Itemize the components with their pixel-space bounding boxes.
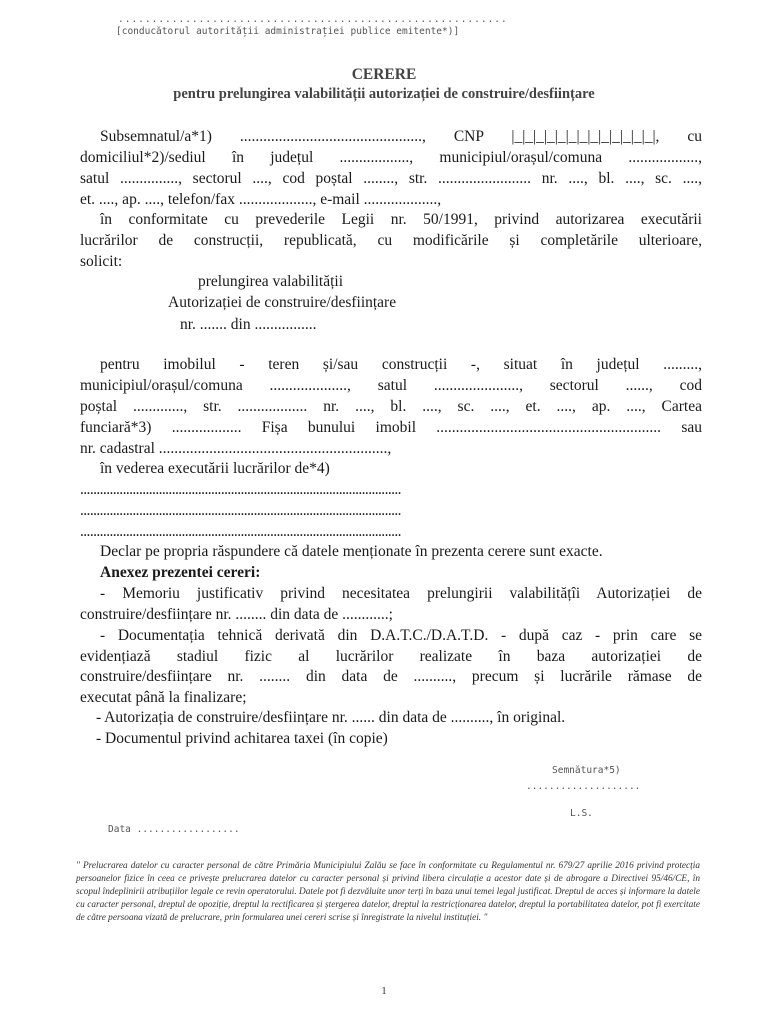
property-line-5: nr. cadastral ...........................................................,: [80, 440, 392, 457]
authority-note: [conducătorul autorității administrației publice emitente*)]: [116, 26, 460, 37]
gdpr-notice: " Prelucrarea datelor cu caracter personal de către Primăria Municipiului Zalău se face în conformitate cu Regulamentul nr. 679/27 aprilie 2016 privind protecția persoanelor fizice în ceea ce privește prelucrarea datelor cu caracter personal și privind libera circulație a acestor date și de abrogare a Directivei 95/46/CE, în scopul îndeplinirii atribuțiilor legale ce revin operatorului. Datele pot fi dezvăluite unor terți în baza unui temei legal justificat. Dreptul de acces și informare la datele cu caracter personal, dreptul de opoziție, dreptul la rectificarea și ștergerea datelor, dreptul la restricționarea datelor, dreptul la portabilitatea datelor, pot fi exercitate de către persoana vizată de prelucrare, prin formularea unei cereri scrise și înregistrate la nivelul instituției. ": [76, 861, 700, 923]
annexes-heading: Anexez prezentei cereri:: [100, 564, 261, 581]
request-line-2: Autorizației de construire/desființare: [168, 294, 397, 311]
applicant-line-3: satul ..............., sectorul ...., cod poștal ........, str. ........................ nr. ...., bl. ...., sc. ....,: [80, 170, 702, 187]
signature-label: Semnătura*5): [552, 765, 621, 776]
applicant-line-2: domiciliul*2)/sediul în județul .................., municipiul/orașul/comuna ..................,: [80, 149, 702, 166]
signature-dots: ....................: [526, 781, 641, 792]
document-subtitle: pentru prelungirea valabilității autorizației de construire/desființare: [173, 86, 595, 102]
document-title: CERERE: [351, 66, 417, 83]
authority-dots: ..........................................................: [118, 14, 508, 25]
annex-line-4: evidențiază stadiul fizic al lucrărilor realizate în baza autorizației de: [80, 648, 702, 665]
law-line-2: lucrărilor de construcții, republicată, cu modificările și completările ulterioare,: [80, 232, 702, 249]
declaration-text: Declar pe propria răspundere că datele menționate în prezenta cerere sunt exacte.: [100, 543, 603, 560]
annex-line-2: construire/desființare nr. ........ din data de ............;: [80, 606, 393, 623]
annex-line-8: - Documentul privind achitarea taxei (în copie): [96, 730, 388, 747]
law-line-1: în conformitate cu prevederile Legii nr. 50/1991, privind autorizarea executării: [100, 211, 702, 228]
annex-line-7: - Autorizația de construire/desființare nr. ...... din data de .........., în original.: [96, 709, 566, 726]
date-field: Data ..................: [108, 824, 240, 835]
property-line-4: funciară*3) .................. Fișa bunului imobil .......................................................... sau: [80, 419, 702, 436]
works-dots-2: ..................................................................................................: [80, 502, 401, 519]
applicant-line-4: et. ...., ap. ...., telefon/fax ..................., e-mail ...................,: [80, 191, 442, 208]
request-line-3: nr. ....... din ................: [180, 316, 317, 333]
works-dots-3: ..................................................................................................: [80, 523, 401, 540]
annex-line-1: - Memoriu justificativ privind necesitatea prelungirii valabilitățîi Autorizației de: [100, 585, 702, 602]
works-dots-1: ..................................................................................................: [80, 481, 401, 498]
annex-line-5: construire/desființare nr. ........ din data de .........., precum și lucrările rămase de: [80, 668, 702, 685]
request-line-1: prelungirea valabilității: [198, 273, 344, 290]
property-line-3: poștal ............., str. .................. nr. ...., bl. ...., sc. ...., et. ...., ap. ...., Cartea: [80, 398, 702, 415]
works-label: în vederea executării lucrărilor de*4): [100, 460, 330, 477]
solicit-label: solicit:: [80, 253, 123, 270]
annex-line-6: executat până la finalizare;: [80, 689, 247, 706]
page-number: 1: [381, 985, 387, 997]
seal-label: L.S.: [570, 808, 593, 819]
property-line-2: municipiul/orașul/comuna ...................., satul ......................, sectorul ......, cod: [80, 377, 702, 394]
property-line-1: pentru imobilul - teren și/sau construcții -, situat în județul .........,: [100, 356, 702, 373]
annex-line-3: - Documentația tehnică derivată din D.A.T.C./D.A.T.D. - după caz - prin care se: [100, 627, 702, 644]
applicant-line-1: Subsemnatul/a*1) ..............................................., CNP |_|_|_|_|_|_|_|_|_|_|_|_|_|, cu: [100, 128, 702, 145]
